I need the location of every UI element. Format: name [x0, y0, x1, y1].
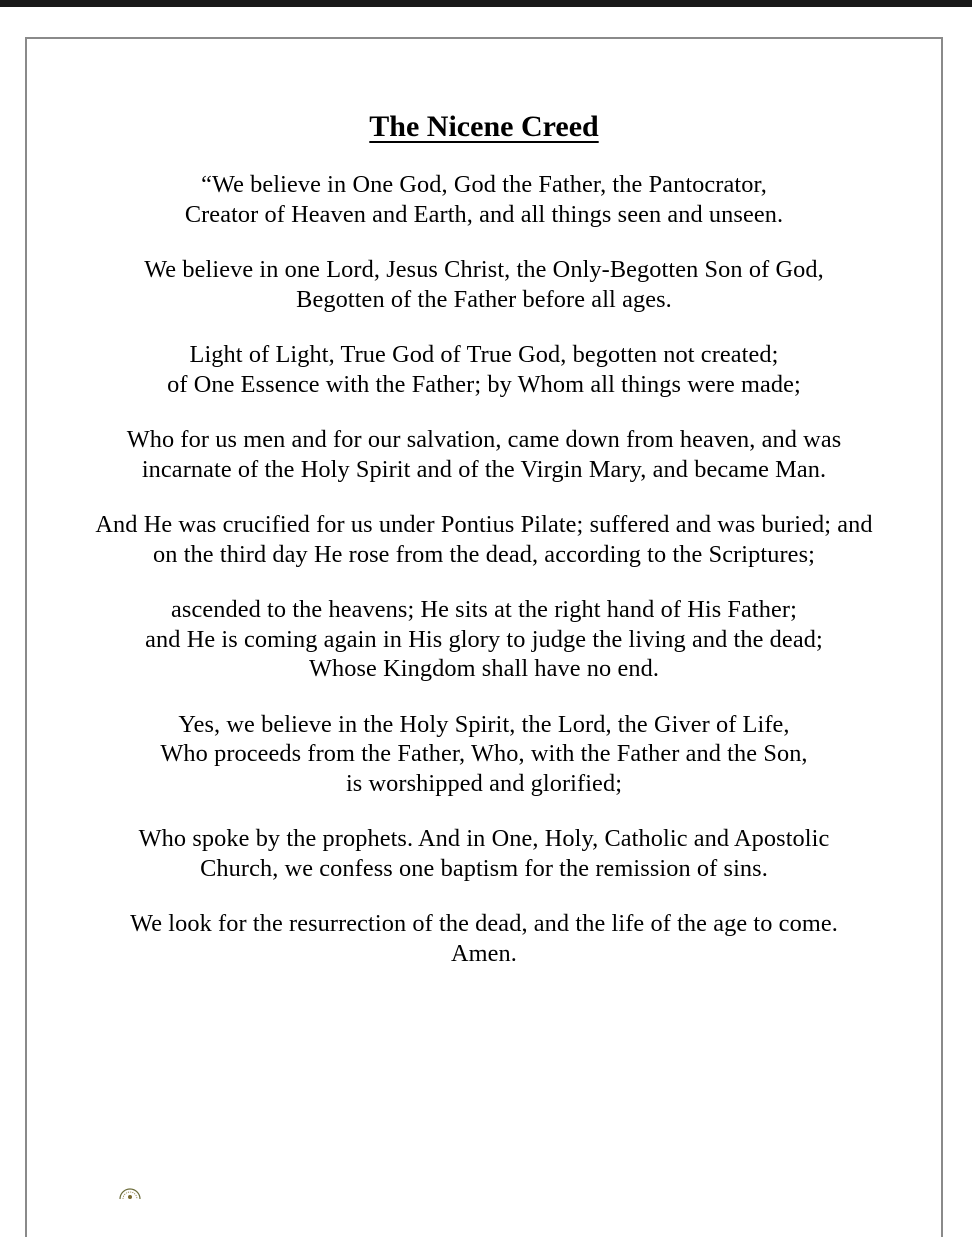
- stanza: [27, 340, 941, 399]
- stanza: [27, 425, 941, 484]
- stanza-line: Begotten of the Father before all ages.: [296, 285, 672, 313]
- stanza-line: ascended to the heavens; He sits at the right hand of His Father;: [171, 596, 797, 623]
- stanza-line: Who proceeds from the Father, Who, with the Father and the Son,: [160, 740, 808, 767]
- seal-logo-icon: [118, 1184, 142, 1200]
- stanza-line: and He is coming again in His glory to judge the living and the dead;: [145, 625, 823, 653]
- stanza-line: on the third day He rose from the dead, according to the Scriptures;: [153, 540, 815, 568]
- stanza-line: Creator of Heaven and Earth, and all things seen and unseen.: [184, 200, 784, 228]
- stanza-line: incarnate of the Holy Spirit and of the Virgin Mary, and became Man.: [141, 455, 827, 483]
- stanza-line: We believe in one Lord, Jesus Christ, the Only-Begotten Son of God,: [144, 256, 824, 283]
- stanza-line: Amen.: [451, 939, 517, 967]
- stanza-line: Yes, we believe in the Holy Spirit, the Lord, the Giver of Life,: [178, 710, 790, 738]
- stanza: [27, 595, 941, 684]
- stanza-line: Light of Light, True God of True God, begotten not created;: [189, 341, 779, 368]
- stanza-line: is worshipped and glorified;: [345, 769, 623, 797]
- creed-document: [27, 39, 941, 994]
- title-text: The Nicene Creed: [369, 110, 599, 143]
- stanza-line: Church, we confess one baptism for the remission of sins.: [200, 854, 768, 882]
- document-title: [27, 39, 941, 147]
- screen-top-edge: [0, 0, 972, 7]
- stanza: [27, 255, 941, 314]
- creed-stanzas: [27, 170, 941, 968]
- stanza: [27, 909, 941, 968]
- stanza-line: of One Essence with the Father; by Whom all things were made;: [167, 370, 801, 398]
- stanza: [27, 824, 941, 883]
- stanza-line: Whose Kingdom shall have no end.: [308, 655, 660, 682]
- stanza: [27, 170, 941, 229]
- stanza-line: “We believe in One God, God the Father, the Pantocrator,: [201, 171, 767, 198]
- stanza-line: We look for the resurrection of the dead, and the life of the age to come.: [130, 910, 838, 937]
- stanza-line: Who spoke by the prophets. And in One, Holy, Catholic and Apostolic: [138, 825, 830, 852]
- stanza: [27, 510, 941, 569]
- stanza-line: Who for us men and for our salvation, came down from heaven, and was: [126, 426, 842, 453]
- stanza: [27, 710, 941, 799]
- stanza-line: And He was crucified for us under Pontius Pilate; suffered and was buried; and: [95, 511, 873, 538]
